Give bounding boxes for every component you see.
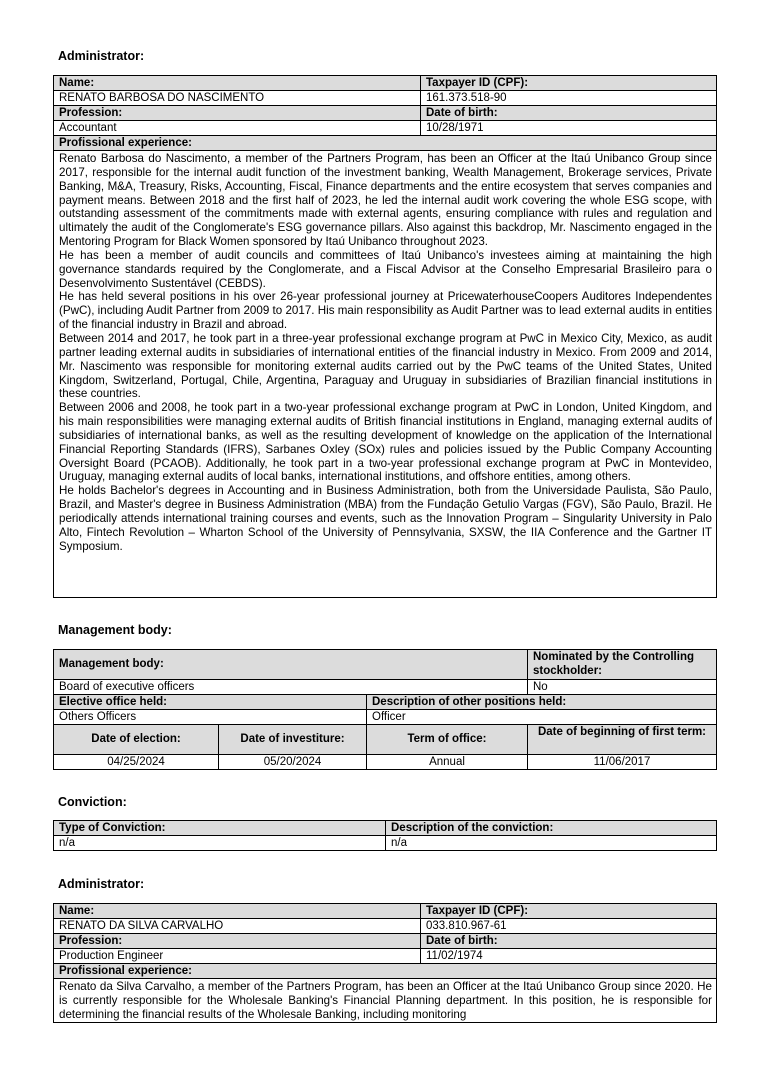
experience-paragraph: Between 2014 and 2017, he took part in a three-year professional exchange program at PwC in Mexico City, Mexico, as audit partner leading external audits in subsidiaries of international entities of the financial industry in Mexico. From 2009 and 2014, Mr. Nascimento was responsible for monitoring external audits carried out by the PwC teams of the United States, United Kingdom, Switzerland, Portugal, Chile, Argentina, Paraguay and Uruguay in subsidiaries of Brazilian financial institutions in these countries. [59,331,712,401]
term-label: Term of office: [366,725,527,754]
election-label: Date of election: [91,733,181,745]
name-label: Name: [59,905,95,917]
election-value: 04/25/2024 [107,756,165,768]
admin2-name-row [54,919,716,934]
dob-value: 11/02/1974 [420,949,716,963]
mgmt-dates-header-row [54,725,716,755]
admin1-section-title: Administrator: [58,49,145,63]
mgmt-table [53,649,717,770]
conviction-table [53,820,717,851]
other-positions-value: Officer [366,710,716,724]
admin2-experience-header-row [54,964,716,979]
mgmt-office-row [54,710,716,725]
conviction-header-row [54,821,716,836]
mgmt-dates-row [54,755,716,769]
experience-paragraph: He has been a member of audit councils and committees of Itaú Unibanco's investees aiming at maintaining the high governance standards required by the Conglomerate, and a Fiscal Advisor at the Conselho Empresarial Brasileiro para o Desenvolvimento Sustentável (CEBDS). [59,248,712,290]
admin1-experience-header-row [54,136,716,151]
conviction-type-label: Type of Conviction: [59,822,166,834]
taxpayer-label: Taxpayer ID (CPF): [420,76,716,90]
admin1-header-row [54,76,716,91]
nominated-value: No [527,680,716,694]
name-value: RENATO DA SILVA CARVALHO [59,920,224,932]
dob-value: 10/28/1971 [420,121,716,135]
taxpayer-label: Taxpayer ID (CPF): [420,904,716,918]
mgmt-body-row [54,680,716,695]
conviction-section-title: Conviction: [58,795,127,809]
admin1-name-row [54,91,716,106]
admin1-table [53,75,717,598]
conviction-type-value: n/a [59,837,75,849]
elective-label: Elective office held: [59,696,168,708]
experience-paragraph: He holds Bachelor's degrees in Accounting and in Business Administration, both from the Universidade Paulista, São Paulo, Brazil, and Master's degree in Business Administration (MBA) from the Fundação Getulio Vargas (FGV), São Paulo, Brazil. He periodically attends international training courses and events, such as the Innovation Program – Singularity University in Palo Alto, Fintech Revolution – Wharton School of the University of Pennsylvania, SXSW, the IIA Conference and the Gartner IT Symposium. [59,484,712,553]
elective-value: Others Officers [59,711,137,723]
admin2-section-title: Administrator: [58,877,145,891]
admin1-experience-row [54,151,716,597]
name-label: Name: [59,77,95,89]
experience-text [54,151,716,597]
first-term-value: 11/06/2017 [527,755,716,769]
investiture-label: Date of investiture: [218,725,366,754]
experience-paragraph: Between 2006 and 2008, he took part in a two-year professional exchange program at PwC in London, United Kingdom, and his main responsibilities were managing external audits of British financial institutions in England, managing external audits of subsidiaries of international banks, as well as the resulting development of knowledge on the application of the International Financial Reporting Standards (IFRS), Sarbanes Oxley (SOx) rules and policies issued by the Public Company Accounting Oversight Board (PCAOB). Additionally, he took part in a two-year professional exchange program at PwC in Montevideo, Uruguay, managing external audits of local banks, international institutions, and offshore entities, among others. [59,401,712,484]
admin1-profession-header-row [54,106,716,121]
experience-text [54,979,716,1022]
taxpayer-value: 161.373.518-90 [420,91,716,105]
profession-label: Profession: [59,935,123,947]
admin1-profession-row [54,121,716,136]
taxpayer-value: 033.810.967-61 [420,919,716,933]
conviction-desc-label: Description of the conviction: [385,821,716,835]
body-value: Board of executive officers [59,681,195,693]
experience-label: Profissional experience: [59,965,192,977]
nominated-label: Nominated by the Controlling stockholder: [527,650,716,679]
admin2-experience-row [54,979,716,1022]
dob-label: Date of birth: [420,934,716,948]
experience-paragraph: Renato da Silva Carvalho, a member of the Partners Program, has been an Officer at the Itaú Unibanco Group since 2020. He is currently responsible for the Wholesale Banking's Financial Planning department. In this position, he is responsible for determining the financial results of the Wholesale Banking, including monitoring [59,980,712,1021]
admin2-profession-row [54,949,716,964]
profession-value: Accountant [59,122,117,134]
experience-paragraph: He has held several positions in his over 26-year professional journey at PricewaterhouseCoopers Auditores Independentes (PwC), including Audit Partner from 2009 to 2017. His main responsibility as Audit Partner was to lead external audits in entities of the financial industry in Brazil and abroad. [59,290,712,332]
dob-label: Date of birth: [420,106,716,120]
body-label: Management body: [54,650,527,679]
term-value: Annual [366,755,527,769]
profession-value: Production Engineer [59,950,164,962]
first-term-label: Date of beginning of first term: [527,725,716,754]
experience-paragraph: Renato Barbosa do Nascimento, a member of the Partners Program, has been an Officer at the Itaú Unibanco Group since 2017, responsible for the internal audit function of the investment banking, Wealth Management, Brokerage services, Private Banking, M&A, Treasury, Risks, Accounting, Fiscal, Finance departments and the entire ecosystem that serves companies and payment means. Between 2018 and the first half of 2023, he led the internal audit work covering the whole ESG scope, with outstanding assessment of the commitments made with external agents, ensuring compliance with rules and regulation and ultimately the audit of the Conglomerate's ESG governance pillars. Also against this backdrop, Mr. Nascimento engaged in the Mentoring Program for Black Women sponsored by Itaú Unibanco throughout 2023. [59,152,712,249]
investiture-value: 05/20/2024 [218,755,366,769]
name-value: RENATO BARBOSA DO NASCIMENTO [59,92,265,104]
admin2-table [53,903,717,1023]
experience-label: Profissional experience: [59,137,192,149]
mgmt-header-row [54,650,716,680]
mgmt-office-header-row [54,695,716,710]
admin2-profession-header-row [54,934,716,949]
conviction-desc-value: n/a [385,836,716,850]
conviction-value-row [54,836,716,850]
admin2-header-row [54,904,716,919]
other-positions-label: Description of other positions held: [366,695,716,709]
profession-label: Profession: [59,107,123,119]
mgmt-section-title: Management body: [58,623,172,637]
